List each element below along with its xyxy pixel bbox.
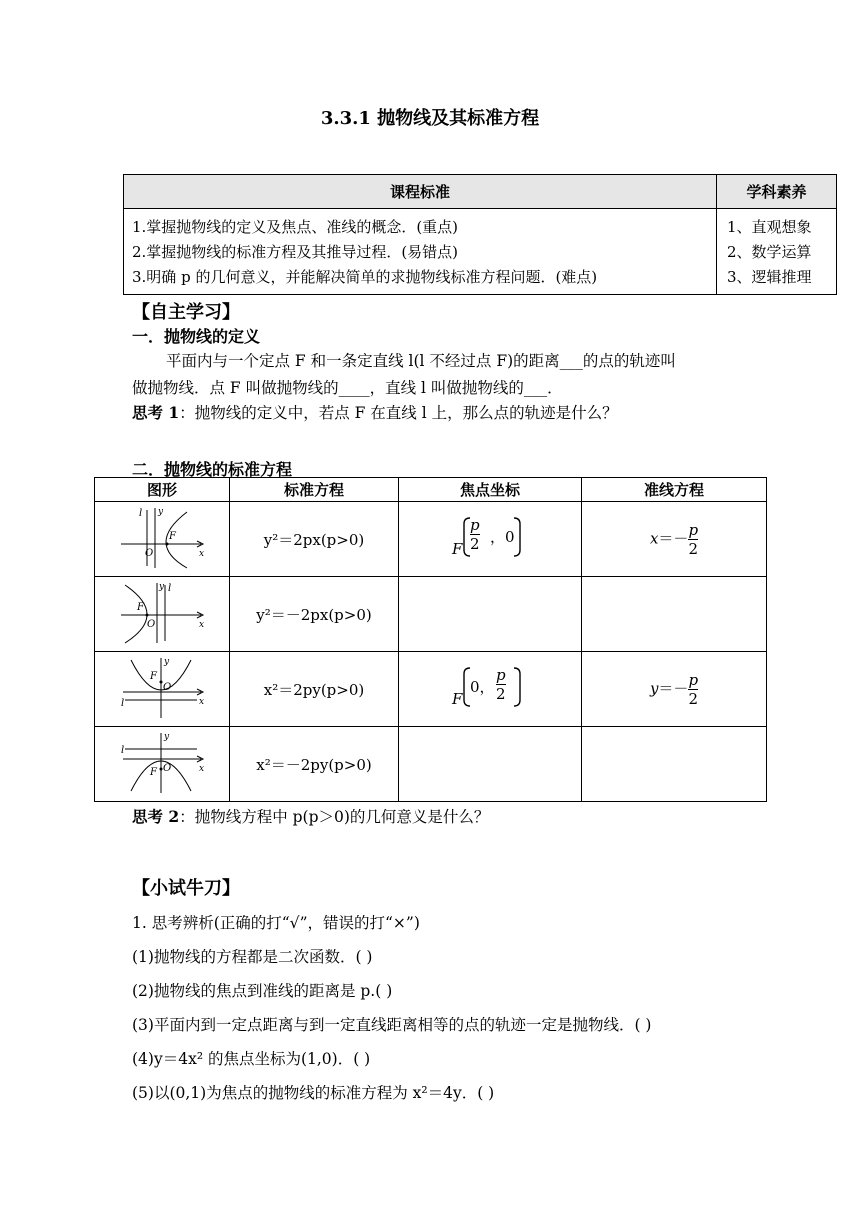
col-directrix: 准线方程	[582, 478, 767, 502]
directrix-cell	[582, 577, 767, 652]
definition-line1: 平面内与一个定点 F 和一条定直线 l(l 不经过点 F)的距离___的点的轨迹叫	[166, 352, 676, 370]
svg-text:l: l	[168, 583, 172, 594]
directrix-cell: y＝－ $\frac{p}{2}$	[582, 652, 767, 727]
focus-cell	[399, 577, 582, 652]
figure-cell	[95, 727, 230, 802]
svg-text:F: F	[150, 767, 157, 778]
literacy-cell	[717, 209, 837, 295]
svg-text:O: O	[163, 763, 172, 774]
practice-heading: 【小试牛刀】	[132, 878, 240, 899]
svg-text:O: O	[145, 548, 154, 559]
figure-cell	[95, 502, 230, 577]
col-focus: 焦点坐标	[399, 478, 582, 502]
directrix-cell	[582, 727, 767, 802]
standard-item: 3.明确 p 的几何意义，并能解决简单的求抛物线标准方程问题．(难点)	[132, 268, 598, 286]
col-equation: 标准方程	[230, 478, 399, 502]
standard-item: 2.掌握抛物线的标准方程及其推导过程．(易错点)	[132, 243, 459, 261]
equation-cell: y²＝－2px(p>0)	[230, 577, 399, 652]
table-row	[95, 502, 767, 577]
figure-cell	[95, 577, 230, 652]
svg-text:F: F	[169, 531, 176, 542]
practice-item: (4)y＝4x² 的焦点坐标为(1,0)．( )	[132, 1050, 371, 1068]
section2-title: 二．抛物线的标准方程	[132, 460, 293, 479]
svg-text:l: l	[139, 508, 143, 519]
svg-text:O: O	[163, 682, 172, 693]
svg-text:F: F	[137, 602, 144, 613]
parabola-down-figure	[117, 729, 207, 795]
parabola-up-figure	[117, 654, 207, 720]
table-row	[95, 577, 767, 652]
equation-cell: x²＝2py(p>0)	[230, 652, 399, 727]
focus-cell: F $\frac{p}{2}$ ，0	[399, 502, 582, 577]
standard-equation-table	[94, 477, 767, 802]
focus-cell: F 0， $\frac{p}{2}$	[399, 652, 582, 727]
col-figure: 图形	[95, 478, 230, 502]
svg-text:y: y	[164, 732, 170, 742]
think1	[132, 401, 618, 423]
svg-text:y: y	[159, 582, 165, 592]
page-title: 3.3.1 抛物线及其标准方程	[320, 108, 540, 129]
practice-item: (5)以(0,1)为焦点的抛物线的标准方程为 x²＝4y．( )	[132, 1084, 495, 1102]
directrix-cell: x＝－ $\frac{p}{2}$	[582, 502, 767, 577]
literacy-item: 2、数学运算	[727, 243, 812, 261]
think1-label: 思考 1	[132, 403, 180, 422]
think2-label: 思考 2	[132, 807, 180, 826]
svg-text:F: F	[150, 671, 157, 682]
svg-text:x: x	[199, 549, 205, 559]
section1-title: 一．抛物线的定义	[132, 327, 261, 346]
svg-text:l: l	[121, 745, 125, 756]
standards-cell	[124, 209, 717, 295]
svg-text:O: O	[147, 619, 156, 630]
course-standards-table	[123, 174, 837, 295]
table-row	[95, 652, 767, 727]
self-study-heading: 【自主学习】	[132, 302, 240, 323]
literacy-header: 学科素养	[717, 175, 837, 209]
svg-text:y: y	[158, 507, 164, 517]
standards-header: 课程标准	[124, 175, 717, 209]
svg-text:l: l	[121, 698, 125, 709]
literacy-item: 1、直观想象	[727, 218, 812, 236]
equation-cell: x²＝－2py(p>0)	[230, 727, 399, 802]
svg-text:x: x	[199, 697, 205, 707]
parabola-left-figure	[117, 579, 207, 645]
practice-intro: 1. 思考辨析(正确的打“√”，错误的打“×”)	[132, 914, 420, 932]
svg-text:y: y	[164, 657, 170, 667]
standard-item: 1.掌握抛物线的定义及焦点、准线的概念．(重点)	[132, 218, 459, 236]
practice-item: (2)抛物线的焦点到准线的距离是 p.( )	[132, 982, 393, 1000]
think1-text: ：抛物线的定义中，若点 F 在直线 l 上，那么点的轨迹是什么？	[179, 404, 618, 422]
think2	[132, 805, 489, 827]
focus-cell	[399, 727, 582, 802]
parabola-right-figure	[117, 504, 207, 570]
svg-text:x: x	[199, 764, 205, 774]
table-row	[95, 727, 767, 802]
equation-cell: y²＝2px(p>0)	[230, 502, 399, 577]
svg-text:x: x	[199, 620, 205, 630]
think2-text: ：抛物线方程中 p(p＞0)的几何意义是什么？	[179, 808, 490, 826]
definition-line2: 做抛物线．点 F 叫做抛物线的____，直线 l 叫做抛物线的___．	[132, 379, 563, 397]
practice-item: (1)抛物线的方程都是二次函数．( )	[132, 948, 373, 966]
literacy-item: 3、逻辑推理	[727, 268, 812, 286]
figure-cell	[95, 652, 230, 727]
practice-item: (3)平面内到一定点距离与到一定直线距离相等的点的轨迹一定是抛物线．( )	[132, 1016, 652, 1034]
